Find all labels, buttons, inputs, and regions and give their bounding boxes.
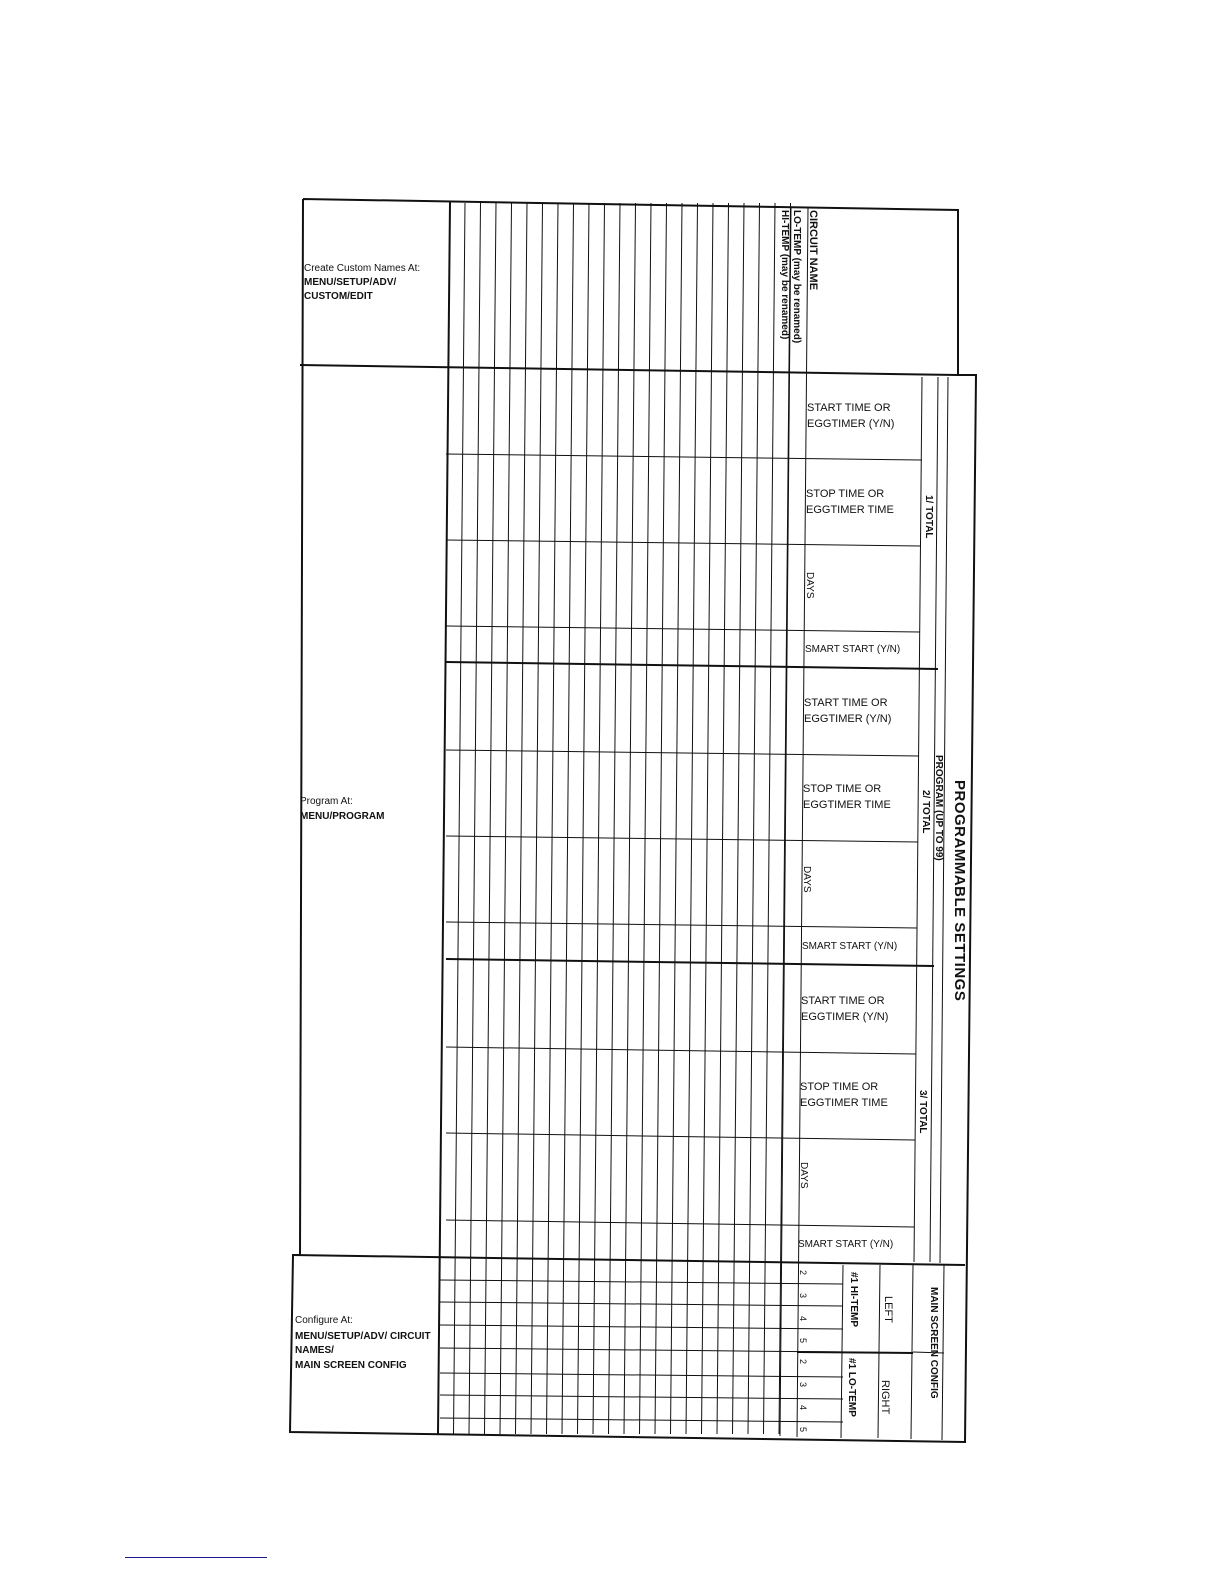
custom-names-intro: Create Custom Names At:: [304, 263, 421, 274]
circuit-column-line: [454, 203, 466, 1434]
circuit-column-line: [640, 203, 652, 1434]
circuit-column-line: [779, 203, 791, 1434]
circuit-column-line: [562, 203, 574, 1434]
form-title: PROGRAMMABLE SETTINGS: [951, 780, 968, 1002]
circuit-column-line: [578, 203, 590, 1434]
program-row-line: [446, 922, 917, 928]
main-screen-config-title: MAIN SCREEN CONFIG: [928, 1287, 939, 1399]
circuit-column-line: [655, 203, 667, 1434]
left-label: LEFT: [882, 1296, 894, 1323]
config-row-line: [440, 1280, 843, 1284]
row-label-start-line2: EGGTIMER (Y/N): [801, 1011, 889, 1023]
config-row-line: [440, 1302, 843, 1306]
program-row-line: [446, 1047, 916, 1054]
circuit-column-line: [733, 203, 745, 1434]
config-number-right: 2: [798, 1359, 808, 1365]
instructions: [295, 263, 431, 1371]
program-labels: [798, 402, 934, 1250]
main-screen-config: [798, 1270, 939, 1432]
circuit-column-line: [686, 203, 698, 1434]
circuit-columns: [454, 203, 791, 1434]
circuit-column-line: [516, 203, 528, 1434]
row-label-smart-start: SMART START (Y/N): [798, 1239, 894, 1250]
program-intro: Program At:: [300, 796, 353, 807]
row-label-smart-start: SMART START (Y/N): [802, 941, 898, 952]
row-label-stop-line1: STOP TIME OR: [806, 488, 885, 500]
configure-intro: Configure At:: [295, 1315, 353, 1326]
program-3-total: 3/ TOTAL: [917, 1090, 928, 1134]
program-row-line: [446, 1133, 915, 1140]
config-row-line: [440, 1325, 843, 1329]
circuit-column-line: [485, 203, 497, 1434]
program-row-line: [446, 540, 921, 546]
row-label-stop-line2: EGGTIMER TIME: [800, 1097, 888, 1109]
circuit-header: [779, 210, 819, 343]
config-number-left: 3: [798, 1293, 808, 1299]
config-number-right: 4: [798, 1405, 808, 1411]
program-row-line: [446, 750, 919, 756]
circuit-column-line: [593, 203, 605, 1434]
row-label-start-line1: START TIME OR: [807, 402, 891, 414]
row-label-days: DAYS: [801, 866, 812, 893]
circuit-column-line: [702, 203, 714, 1434]
row-label-start-line2: EGGTIMER (Y/N): [807, 418, 895, 430]
right-label: RIGHT: [879, 1380, 891, 1415]
configure-path-2: NAMES/: [295, 1345, 334, 1356]
program-header: PROGRAM (UP TO 99): [933, 755, 944, 861]
program-row-line: [446, 836, 918, 842]
row-label-start-line1: START TIME OR: [804, 697, 888, 709]
circuit-column-line: [624, 203, 636, 1434]
main-screen-config-numbers: [798, 1270, 808, 1432]
config-number-right: 3: [798, 1382, 808, 1388]
row-label-days: DAYS: [804, 572, 815, 599]
config-number-left: 5: [798, 1338, 808, 1344]
program-1-total: 1/ TOTAL: [923, 495, 934, 539]
row-label-stop-line1: STOP TIME OR: [800, 1081, 879, 1093]
circuit-column-line: [671, 203, 683, 1434]
circuit-name-header: CIRCUIT NAME: [807, 210, 819, 291]
circuit-column-line: [531, 203, 543, 1434]
row-label-start-line1: START TIME OR: [801, 995, 885, 1007]
row-label-stop-line2: EGGTIMER TIME: [806, 504, 894, 516]
configure-path-3: MAIN SCREEN CONFIG: [295, 1360, 407, 1371]
config-number-right: 5: [798, 1427, 808, 1433]
left-sub-label: #1 HI-TEMP: [848, 1272, 859, 1328]
circuit-column-line: [609, 203, 621, 1434]
config-number-left: 4: [798, 1316, 808, 1322]
circuit-column-line: [469, 203, 481, 1434]
config-number-left: 2: [798, 1270, 808, 1276]
configure-path-1: MENU/SETUP/ADV/ CIRCUIT: [295, 1331, 431, 1342]
circuit-column-line: [717, 203, 729, 1434]
program-row-line: [446, 626, 920, 632]
custom-names-path-2: CUSTOM/EDIT: [304, 291, 373, 302]
row-label-smart-start: SMART START (Y/N): [805, 644, 901, 655]
program-row-line: [446, 1220, 914, 1227]
program-path: MENU/PROGRAM: [300, 811, 385, 822]
row-label-stop-line1: STOP TIME OR: [803, 783, 882, 795]
program-2-total: 2/ TOTAL: [920, 790, 931, 834]
circuit-column-line: [748, 203, 760, 1434]
row-label-stop-line2: EGGTIMER TIME: [803, 799, 891, 811]
program-row-line: [446, 662, 938, 669]
row-label-start-line2: EGGTIMER (Y/N): [804, 713, 892, 725]
lo-temp-header: LO-TEMP (may be renamed): [791, 210, 802, 344]
right-sub-label: #1 LO-TEMP: [846, 1358, 857, 1417]
hi-temp-header: HI-TEMP (may be renamed): [779, 210, 790, 340]
footnote-rule: [125, 1557, 267, 1558]
circuit-column-line: [547, 203, 559, 1434]
row-label-days: DAYS: [798, 1162, 809, 1189]
custom-names-path-1: MENU/SETUP/ADV/: [304, 277, 397, 288]
circuit-column-line: [500, 203, 512, 1434]
form-frame: [290, 199, 976, 1442]
program-row-line: [446, 454, 922, 460]
circuit-column-line: [764, 203, 776, 1434]
